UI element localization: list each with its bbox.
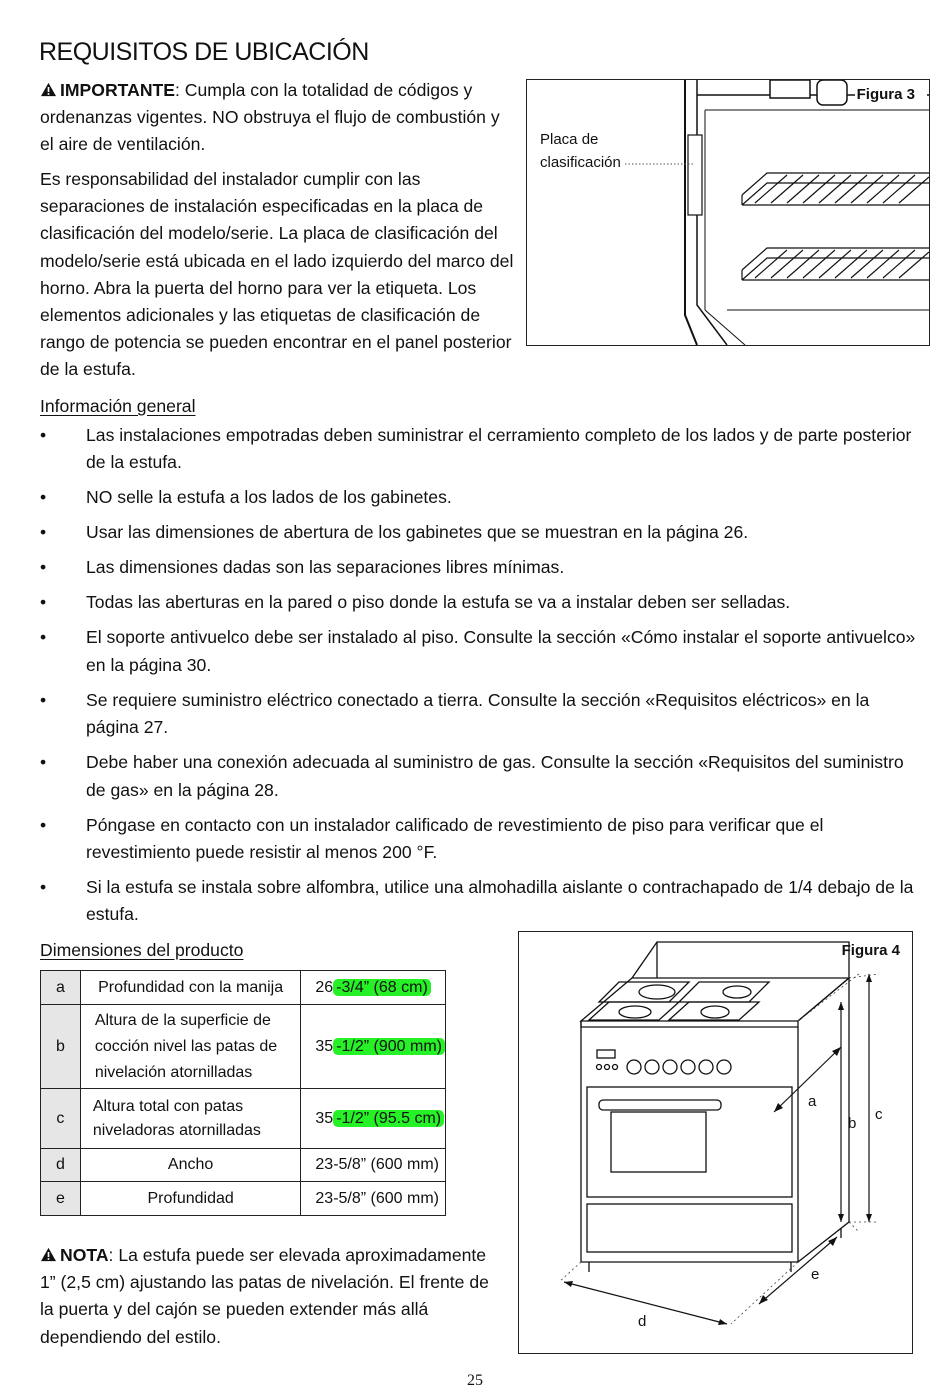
list-item-text: Las instalaciones empotradas deben suministrar el cerramiento completo de los lados y de parte posterior de la estufa. bbox=[86, 425, 912, 473]
dimension-label-c: c bbox=[875, 1106, 883, 1123]
dim-description: Altura de la superficie de cocción nivel las patas de nivelación atornilladas bbox=[80, 1005, 301, 1089]
general-info-list bbox=[40, 422, 920, 936]
dim-value-highlight: -1/2” (900 mm) bbox=[333, 1038, 445, 1055]
dim-value-prefix: 23-5/8” (600 mm) bbox=[315, 1189, 439, 1207]
dim-value-highlight: -1/2” (95.5 cm) bbox=[333, 1110, 444, 1127]
table-row bbox=[41, 1182, 446, 1216]
dim-description: Profundidad bbox=[80, 1182, 301, 1216]
list-item bbox=[40, 519, 920, 546]
dim-value bbox=[301, 1149, 446, 1182]
list-item bbox=[40, 812, 920, 867]
list-item-text: Se requiere suministro eléctrico conectado a tierra. Consulte la sección «Requisitos eléctricos» en la página 27. bbox=[86, 689, 870, 738]
dim-value-prefix: 26 bbox=[315, 978, 334, 996]
important-text: : Cumpla con la totalidad de códigos y ordenanzas vigentes. NO obstruya el flujo de combustión y el aire de ventilación. bbox=[40, 80, 500, 155]
list-item bbox=[40, 874, 920, 929]
list-item bbox=[40, 624, 920, 679]
figure-4 bbox=[518, 931, 913, 1354]
dim-letter: b bbox=[41, 1005, 81, 1089]
dim-letter: c bbox=[41, 1089, 81, 1149]
dim-value-prefix: 35 bbox=[315, 1109, 334, 1127]
list-item bbox=[40, 749, 920, 804]
callout-line-2: clasificación bbox=[540, 154, 621, 171]
figure-4-label: Figura 4 bbox=[841, 942, 900, 959]
bullet-icon: • bbox=[40, 814, 47, 835]
bullet-icon: • bbox=[40, 425, 47, 445]
dim-value bbox=[301, 971, 446, 1005]
bullet-icon: • bbox=[40, 557, 47, 578]
dim-value-prefix: 23-5/8” (600 mm) bbox=[315, 1156, 439, 1173]
list-item bbox=[40, 484, 920, 511]
list-item-text: Usar las dimensiones de abertura de los gabinetes que se muestran en la página 26. bbox=[86, 522, 749, 543]
dim-letter: e bbox=[41, 1182, 81, 1216]
dim-description: Ancho bbox=[80, 1149, 301, 1182]
table-row bbox=[41, 1089, 446, 1149]
note-block bbox=[40, 1242, 490, 1351]
figure-3-callout bbox=[540, 128, 621, 174]
oven-rating-plate-illustration bbox=[527, 80, 929, 345]
important-notice bbox=[40, 77, 515, 159]
warning-icon bbox=[40, 82, 57, 97]
bullet-icon: • bbox=[40, 627, 47, 648]
page-number: 25 bbox=[467, 1372, 483, 1389]
figure-3-label: Figura 3 bbox=[856, 86, 915, 103]
dimension-label-b: b bbox=[848, 1115, 857, 1132]
list-item-text: NO selle la estufa a los lados de los gabinetes. bbox=[86, 487, 452, 508]
list-item-text: Póngase en contacto con un instalador calificado de revestimiento de piso para verificar que el revestimiento puede resistir al menos 200 °F. bbox=[86, 814, 824, 863]
dimension-label-d: d bbox=[638, 1313, 647, 1330]
table-row bbox=[41, 971, 446, 1005]
callout-line-1: Placa de bbox=[540, 131, 599, 148]
dim-description: Altura total con patas niveladoras atornilladas bbox=[80, 1089, 301, 1149]
dim-value bbox=[301, 1182, 446, 1216]
dim-value bbox=[301, 1089, 446, 1149]
warning-icon bbox=[40, 1247, 57, 1262]
note-text: : La estufa puede ser elevada aproximadamente 1” (2,5 cm) ajustando las patas de nivelación. El frente de la puerta y del cajón se pueden extender más allá dependiendo del estilo. bbox=[40, 1245, 489, 1347]
table-row bbox=[41, 1005, 446, 1089]
list-item-text: Si la estufa se instala sobre alfombra, utilice una almohadilla aislante o contrachapado de 1/4 debajo de la estufa. bbox=[86, 877, 914, 925]
dimension-label-a: a bbox=[808, 1093, 817, 1110]
list-item bbox=[40, 422, 920, 477]
dimensions-table bbox=[40, 970, 446, 1216]
bullet-icon: • bbox=[40, 487, 47, 508]
dimension-label-e: e bbox=[811, 1266, 820, 1283]
bullet-icon: • bbox=[40, 752, 47, 773]
dim-description: Profundidad con la manija bbox=[80, 971, 301, 1005]
responsibility-paragraph: Es responsabilidad del instalador cumplir con las separaciones de instalación especificadas en la placa de clasificación del modelo/serie. La placa de clasificación del modelo/serie está ubicada en el lado izquierdo del marco del horno. Abra la puerta del horno para ver la etiqueta. Los elementos adicionales y las etiquetas de clasificación de rango de potencia se pueden encontrar en el panel posterior de la estufa. bbox=[40, 169, 514, 380]
list-item bbox=[40, 554, 920, 581]
dim-letter: d bbox=[41, 1149, 81, 1182]
bullet-icon: • bbox=[40, 689, 47, 710]
list-item bbox=[40, 589, 920, 616]
table-row bbox=[41, 1149, 446, 1182]
dim-value bbox=[301, 1005, 446, 1089]
dim-value-highlight: -3/4” (68 cm) bbox=[333, 979, 431, 996]
list-item-text: El soporte antivuelco debe ser instalado al piso. Consulte la sección «Cómo instalar el soporte antivuelco» en la página 30. bbox=[86, 627, 916, 675]
bullet-icon: • bbox=[40, 877, 47, 898]
dim-value-prefix: 35 bbox=[315, 1037, 334, 1055]
bullet-icon: • bbox=[40, 592, 47, 613]
dim-letter: a bbox=[41, 971, 81, 1005]
bullet-icon: • bbox=[40, 522, 47, 543]
list-item-text: Todas las aberturas en la pared o piso donde la estufa se va a instalar deben ser selladas. bbox=[86, 592, 791, 613]
dimensions-heading: Dimensiones del producto bbox=[40, 940, 244, 960]
page-title: REQUISITOS DE UBICACIÓN bbox=[39, 38, 369, 66]
figure-3 bbox=[526, 79, 930, 346]
list-item-text: Las dimensiones dadas son las separaciones libres mínimas. bbox=[86, 557, 565, 578]
list-item bbox=[40, 687, 920, 742]
important-label: IMPORTANTE bbox=[60, 80, 176, 100]
note-label: NOTA bbox=[60, 1245, 109, 1265]
general-info-heading: Información general bbox=[40, 396, 196, 416]
list-item-text: Debe haber una conexión adecuada al suministro de gas. Consulte la sección «Requisitos del suministro de gas» en la página 28. bbox=[86, 752, 904, 800]
range-dimensions-illustration bbox=[519, 932, 912, 1353]
